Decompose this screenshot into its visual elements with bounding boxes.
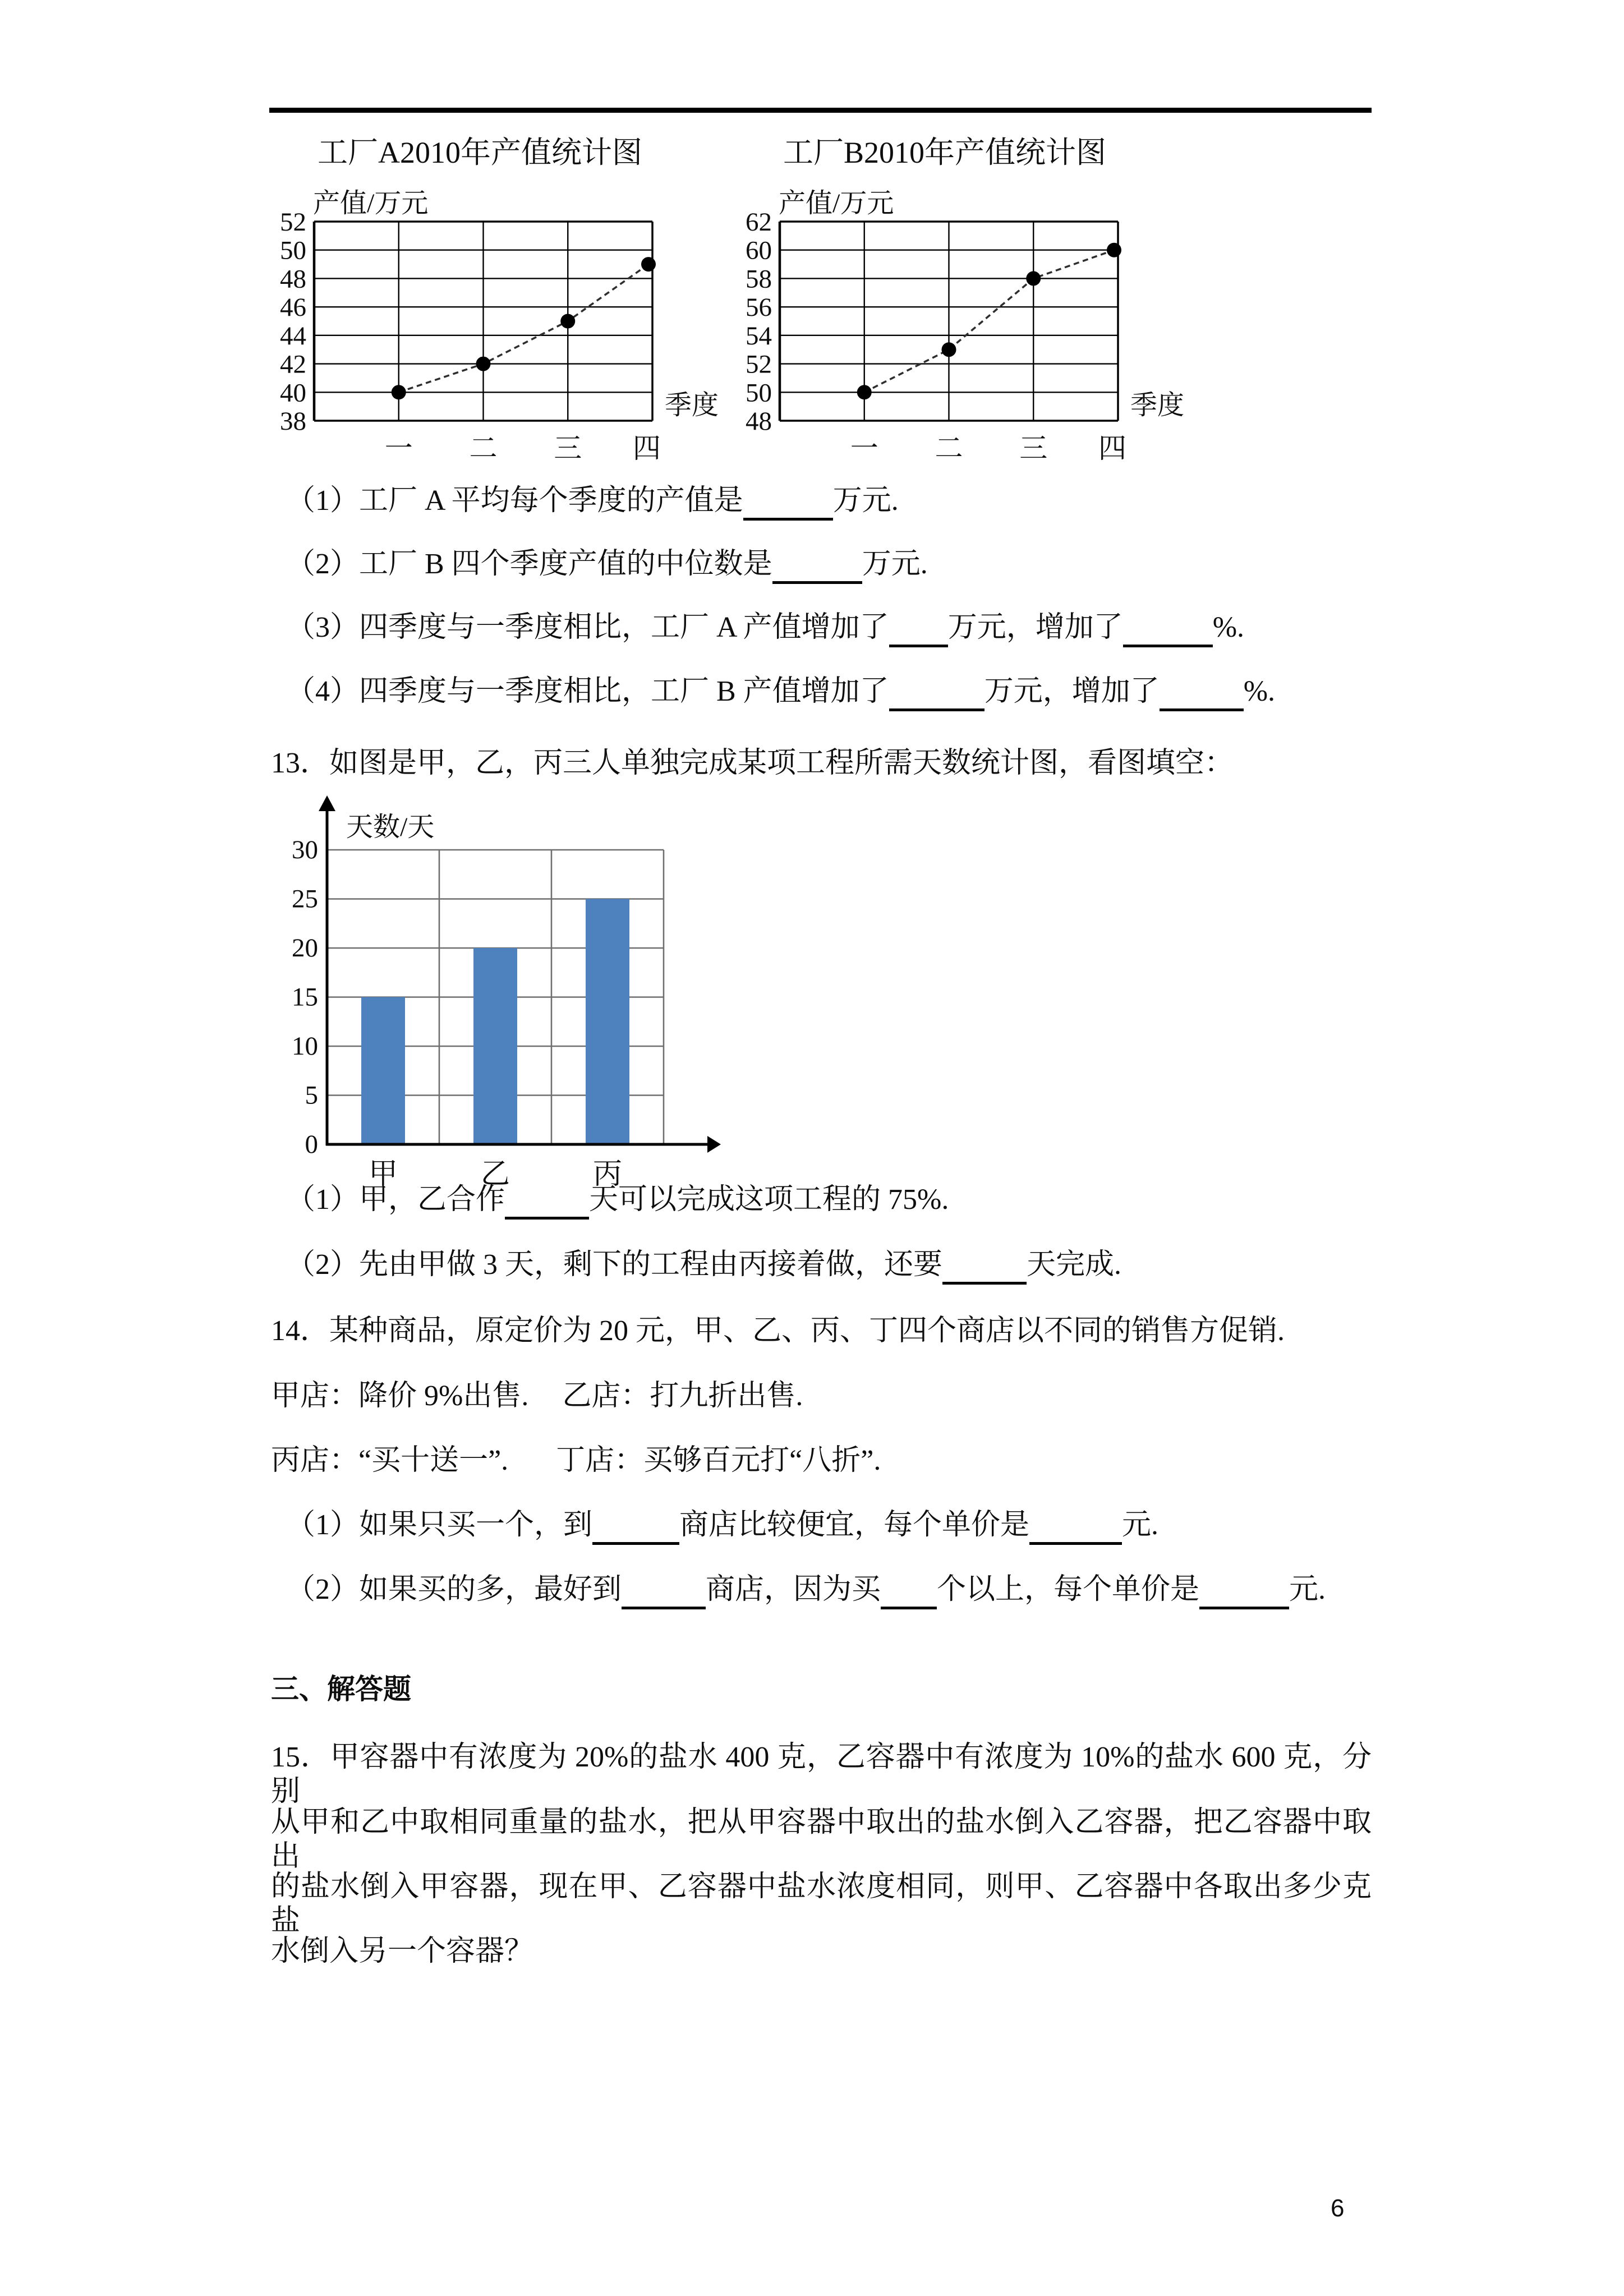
text-run: 万元. <box>862 548 928 580</box>
y-tick-label: 48 <box>746 407 772 436</box>
text-run: （1）如果只买一个，到 <box>286 1509 593 1541</box>
data-point <box>560 314 575 329</box>
text-run: 14．某种商品，原定价为 20 元，甲、乙、丙、丁四个商店以不同的销售方促销. <box>271 1315 1285 1347</box>
text-run: 的盐水倒入甲容器，现在甲、乙容器中盐水浓度相同，则甲、乙容器中各取出多少克盐 <box>271 1871 1372 1938</box>
q14-header-line <box>271 1314 1285 1348</box>
blank-field <box>889 680 984 711</box>
y-tick-label: 20 <box>292 933 318 963</box>
text-run: 乙店：打九折出售. <box>562 1380 803 1412</box>
q12-sub2-line <box>286 547 928 581</box>
y-tick-label: 56 <box>746 293 772 323</box>
y-tick-label: 48 <box>280 264 306 294</box>
text-run: 从甲和乙中取相同重量的盐水，把从甲容器中取出的盐水倒入乙容器，把乙容器中取出 <box>271 1806 1372 1873</box>
y-tick-label: 54 <box>746 321 772 351</box>
data-point <box>942 342 956 357</box>
data-point <box>392 385 406 399</box>
text-run: 三、解答题 <box>271 1673 411 1705</box>
y-tick-label: 58 <box>746 264 772 294</box>
x-tick-label: 二 <box>469 432 498 464</box>
text-run: （2）如果买的多，最好到 <box>286 1573 622 1605</box>
y-tick-label: 0 <box>305 1130 318 1159</box>
x-tick-label: 四 <box>633 432 661 464</box>
y-axis-label: 天数/天 <box>346 812 435 842</box>
y-tick-label: 52 <box>280 208 306 237</box>
section-3-heading <box>271 1673 411 1706</box>
bar <box>586 899 629 1145</box>
q15-line-1 <box>271 1740 1372 1809</box>
text-run: 15．甲容器中有浓度为 20%的盐水 400 克，乙容器中有浓度为 10%的盐水 600 克，分别 <box>271 1741 1372 1808</box>
y-axis-label: 产值/万元 <box>779 188 894 218</box>
text-run: 万元，增加了 <box>947 611 1123 643</box>
data-line <box>864 250 1114 393</box>
text-run: 丁店：买够百元打“八折”. <box>556 1444 881 1476</box>
page-number: 6 <box>1331 2194 1345 2222</box>
y-tick-label: 62 <box>746 208 772 237</box>
y-tick-label: 10 <box>292 1032 318 1061</box>
text-run: 元. <box>1122 1509 1159 1541</box>
blank-field <box>881 1579 937 1609</box>
text-run: 商店，因为买 <box>706 1573 881 1605</box>
bar <box>361 997 405 1145</box>
blank-field <box>889 616 948 647</box>
text-run: （4）四季度与一季度相比，工厂 B 产值增加了 <box>286 675 889 707</box>
blank-field <box>505 1189 589 1220</box>
x-tick-label: 三 <box>1019 432 1048 464</box>
text-run: 水倒入另一个容器？ <box>271 1935 534 1967</box>
q13-sub1-line <box>286 1182 949 1217</box>
y-tick-label: 50 <box>746 378 772 408</box>
y-tick-label: 30 <box>292 835 318 864</box>
text-run: 万元，增加了 <box>984 675 1160 707</box>
text-run: 甲店：降价 9%出售. <box>271 1380 529 1412</box>
q15-line-4 <box>271 1934 533 1968</box>
text-run: %. <box>1212 611 1245 643</box>
days-bar-chart <box>255 780 724 1198</box>
y-tick-label: 38 <box>280 407 306 436</box>
text-run: %. <box>1243 675 1276 707</box>
q15-line-2 <box>271 1805 1372 1874</box>
chart-title: 工厂B2010年产值统计图 <box>783 136 1107 169</box>
q15-line-3 <box>271 1870 1372 1939</box>
blank-field <box>1123 616 1213 647</box>
y-tick-label: 40 <box>280 378 306 408</box>
x-axis-label: 季度 <box>1130 390 1185 420</box>
x-tick-label: 四 <box>1098 432 1126 464</box>
data-point <box>641 257 656 272</box>
y-tick-label: 52 <box>746 349 772 379</box>
blank-field <box>1199 1579 1289 1609</box>
q14-shops-line-1 <box>271 1379 803 1413</box>
text-run: 丙店：“买十送一”. <box>271 1444 509 1476</box>
blank-field <box>592 1514 679 1545</box>
y-tick-label: 50 <box>280 236 306 265</box>
text-run: （3）四季度与一季度相比，工厂 A 产值增加了 <box>286 611 889 643</box>
x-tick-label: 二 <box>935 432 963 464</box>
q13-sub2-line <box>286 1248 1121 1282</box>
text-run: （2）工厂 B 四个季度产值的中位数是 <box>286 548 772 580</box>
blank-field <box>743 490 833 521</box>
blank-field <box>622 1579 706 1609</box>
x-axis-arrow-icon <box>707 1136 721 1153</box>
y-tick-label: 25 <box>292 884 318 914</box>
data-point <box>476 357 491 371</box>
x-tick-label: 乙 <box>480 1158 510 1190</box>
text-run: 商店比较便宜，每个单价是 <box>679 1509 1030 1541</box>
y-tick-label: 44 <box>280 321 306 351</box>
text-run: （2）先由甲做 3 天，剩下的工程由丙接着做，还要 <box>286 1249 943 1281</box>
text-run: （1）甲，乙合作 <box>286 1184 505 1216</box>
y-tick-label: 15 <box>292 982 318 1012</box>
bar <box>473 948 517 1144</box>
q12-sub3-line <box>286 610 1244 645</box>
x-tick-label: 一 <box>850 432 878 464</box>
data-line <box>399 264 648 392</box>
y-axis-label: 产值/万元 <box>313 188 429 218</box>
y-tick-label: 60 <box>746 236 772 265</box>
x-tick-label: 甲 <box>368 1158 398 1190</box>
q13-header-line <box>271 746 1234 780</box>
text-run: 天完成. <box>1027 1249 1122 1281</box>
q12-sub4-line <box>286 674 1275 708</box>
text-run: 13．如图是甲，乙，丙三人单独完成某项工程所需天数统计图，看图填空： <box>271 747 1234 779</box>
y-tick-label: 5 <box>305 1080 318 1110</box>
y-tick-label: 42 <box>280 349 306 379</box>
chart-title: 工厂A2010年产值统计图 <box>318 136 642 169</box>
data-point <box>1026 271 1041 286</box>
text-run: 万元. <box>832 485 899 517</box>
blank-field <box>1160 680 1244 711</box>
text-run: 天可以完成这项工程的 75%. <box>589 1184 949 1216</box>
q14-shops-line-2 <box>271 1443 881 1478</box>
q14-sub1-line <box>286 1508 1158 1542</box>
data-point <box>1107 243 1121 257</box>
x-tick-label: 丙 <box>592 1158 623 1190</box>
text-run: 个以上，每个单价是 <box>937 1573 1200 1605</box>
data-point <box>857 385 872 399</box>
blank-field <box>942 1254 1027 1285</box>
factory-b-line-chart <box>718 121 1226 482</box>
q14-sub2-line <box>286 1572 1326 1607</box>
q12-sub1-line <box>286 484 899 518</box>
x-axis-label: 季度 <box>665 390 719 420</box>
text-run: （1）工厂 A 平均每个季度的产值是 <box>286 485 743 517</box>
blank-field <box>1029 1514 1122 1545</box>
blank-field <box>772 553 862 584</box>
y-axis-arrow-icon <box>319 795 335 811</box>
section-divider <box>269 108 1372 113</box>
text-run: 元. <box>1289 1573 1326 1605</box>
y-tick-label: 46 <box>280 293 306 323</box>
x-tick-label: 三 <box>554 432 582 464</box>
factory-a-line-chart <box>255 121 738 482</box>
x-tick-label: 一 <box>384 432 413 464</box>
